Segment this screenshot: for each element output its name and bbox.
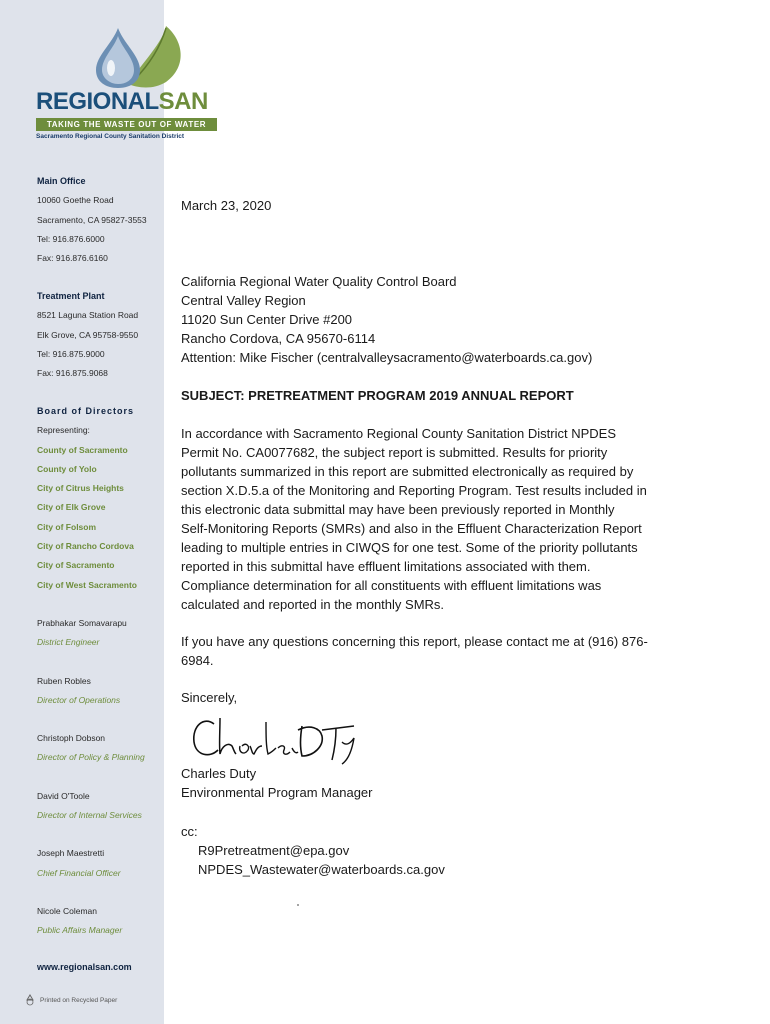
recycled-paper-text: Printed on Recycled Paper (40, 996, 118, 1004)
contact-paragraph (181, 632, 701, 670)
treatment-plant-line: Elk Grove, CA 95758-9550 (37, 329, 139, 340)
letter-date (181, 196, 701, 215)
treatment-plant-block (37, 287, 138, 383)
handwritten-signature (186, 706, 366, 766)
body-paragraph (181, 424, 701, 614)
logo-wordmark (36, 88, 208, 116)
body-line: Compliance determination for all constituents with effluent limitations was (181, 578, 602, 593)
staff-block (37, 614, 145, 941)
body-line: In accordance with Sacramento Regional County Sanitation District NPDES (181, 426, 616, 441)
logo-tagline: TAKING THE WASTE OUT OF WATER (36, 118, 217, 131)
board-member: City of Elk Grove (37, 502, 106, 513)
recipient-line: Central Valley Region (181, 293, 306, 308)
main-office-line: 10060 Goethe Road (37, 195, 114, 206)
cc-label: cc: (181, 824, 198, 839)
cc-email[interactable]: R9Pretreatment@epa.gov (198, 843, 350, 858)
subject-text: SUBJECT: PRETREATMENT PROGRAM 2019 ANNUAL REPORT (181, 388, 574, 403)
main-office-line: Fax: 916.876.6160 (37, 253, 108, 264)
staff-name: David O'Toole (37, 790, 90, 801)
recipient-address (181, 272, 701, 367)
date-text: March 23, 2020 (181, 198, 272, 213)
water-drop-leaf-icon (88, 22, 208, 92)
recipient-line: Rancho Cordova, CA 95670-6114 (181, 331, 376, 346)
body-line: Permit No. CA0077682, the subject report is submitted. Results for priority (181, 445, 608, 460)
body-line: pollutants summarized in this report are submitted electronically as required by (181, 464, 634, 479)
closing-text: Sincerely, (181, 690, 238, 705)
treatment-plant-line: Fax: 916.875.9068 (37, 368, 108, 379)
staff-name: Joseph Maestretti (37, 848, 105, 859)
recipient-line: California Regional Water Quality Control Board (181, 274, 457, 289)
main-office-heading: Main Office (37, 176, 86, 186)
board-member: City of Sacramento (37, 560, 115, 571)
cc-email[interactable]: NPDES_Wastewater@waterboards.ca.gov (198, 862, 445, 877)
stray-mark (297, 904, 299, 906)
board-member: County of Yolo (37, 463, 97, 474)
recipient-line: 11020 Sun Center Drive #200 (181, 312, 353, 327)
body-line: Self-Monitoring Reports (SMRs) and also in the Effluent Characterization Report (181, 521, 642, 536)
contact-line: If you have any questions concerning this report, please contact me at (916) 876- (181, 634, 648, 649)
regionalsan-logo (36, 22, 220, 148)
board-member: City of Citrus Heights (37, 483, 124, 494)
main-office-block (37, 172, 147, 268)
body-line: this electronic data submittal may have been previously reported in Monthly (181, 502, 615, 517)
board-of-directors-block (37, 402, 137, 595)
cc-block (181, 822, 701, 879)
board-member: City of West Sacramento (37, 579, 137, 590)
board-member: City of Rancho Cordova (37, 541, 134, 552)
logo-word-san: SAN (158, 88, 208, 115)
staff-name: Christoph Dobson (37, 733, 106, 744)
treatment-plant-line: 8521 Laguna Station Road (37, 310, 139, 321)
signer-block (181, 764, 701, 802)
staff-title: District Engineer (37, 637, 100, 648)
staff-title: Director of Policy & Planning (37, 752, 145, 763)
contact-line: 6984. (181, 653, 214, 668)
board-heading: Board of Directors (37, 406, 135, 416)
body-line: reported in this submittal have effluent limitations associated with them. (181, 559, 591, 574)
logo-subtitle: Sacramento Regional County Sanitation District (36, 133, 185, 140)
staff-title: Public Affairs Manager (37, 925, 123, 936)
board-representing: Representing: (37, 425, 90, 436)
staff-title: Chief Financial Officer (37, 867, 121, 878)
staff-name: Ruben Robles (37, 675, 91, 686)
treatment-plant-heading: Treatment Plant (37, 291, 105, 301)
subject-line (181, 386, 701, 405)
body-line: calculated and reported in the monthly SMRs. (181, 597, 445, 612)
board-member: City of Folsom (37, 521, 97, 532)
website-link[interactable]: www.regionalsan.com (37, 962, 132, 972)
logo-word-regional: REGIONAL (36, 88, 159, 115)
main-office-line: Sacramento, CA 95827-3553 (37, 214, 147, 225)
staff-name: Prabhakar Somavarapu (37, 618, 127, 628)
closing (181, 688, 701, 707)
staff-name: Nicole Coleman (37, 905, 97, 916)
main-office-line: Tel: 916.876.6000 (37, 233, 105, 244)
recipient-line: Attention: Mike Fischer (centralvalleysacramento@waterboards.ca.gov) (181, 350, 593, 365)
treatment-plant-line: Tel: 916.875.9000 (37, 348, 105, 359)
signer-title: Environmental Program Manager (181, 785, 373, 800)
body-line: leading to multiple entries in CIWQS for one test. Some of the priority pollutants (181, 540, 638, 555)
staff-title: Director of Internal Services (37, 810, 142, 821)
signer-name: Charles Duty (181, 766, 257, 781)
body-line: section X.D.5.a of the Monitoring and Reporting Program. Test results included in (181, 483, 647, 498)
recycle-icon (24, 994, 36, 1006)
recycled-paper-note (24, 994, 117, 1006)
staff-title: Director of Operations (37, 694, 121, 705)
board-member: County of Sacramento (37, 444, 128, 455)
